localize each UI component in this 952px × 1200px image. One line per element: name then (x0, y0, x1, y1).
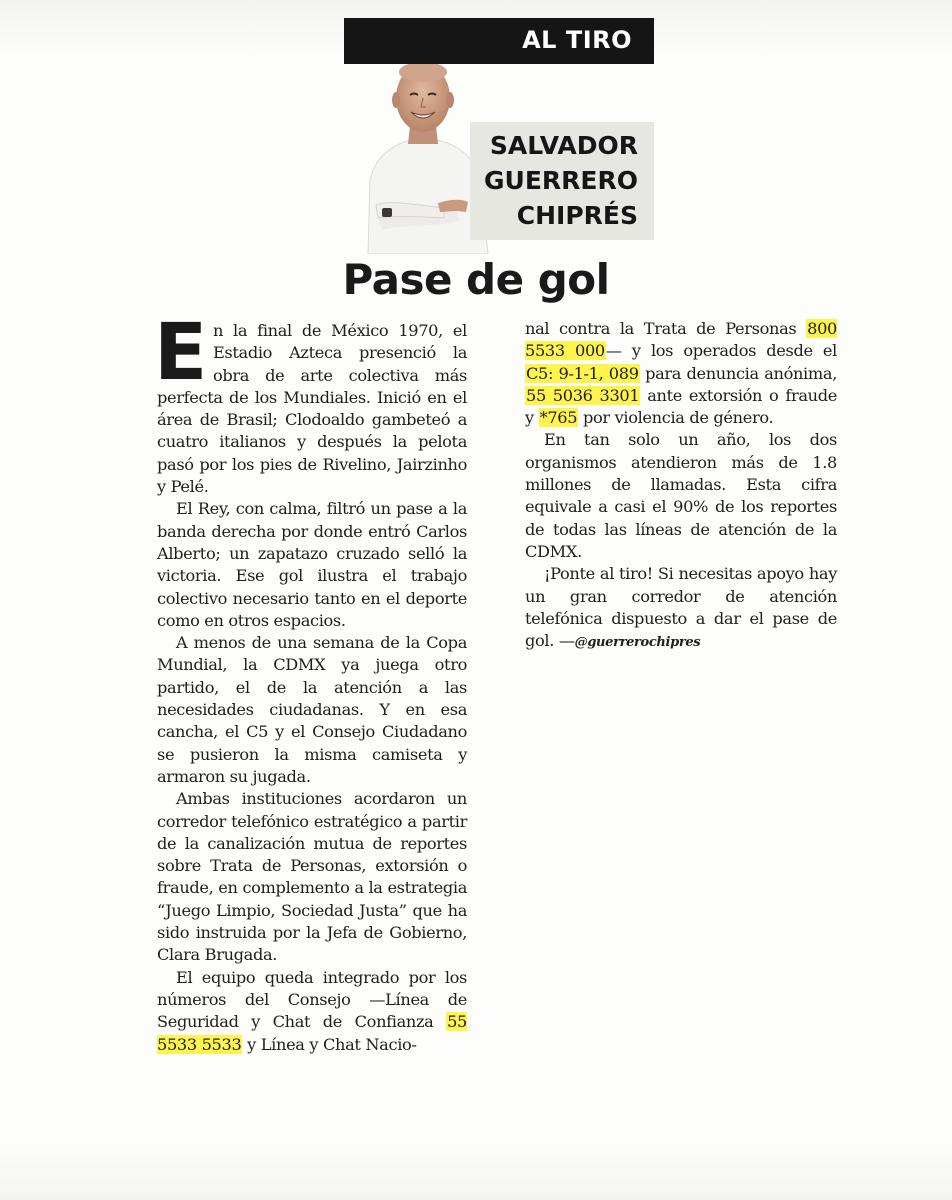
paragraph-6-text-b: — y los operados desde el (605, 341, 837, 361)
phone-trata: 800 5533 000 (525, 319, 837, 361)
phone-violencia: *765 (539, 408, 578, 428)
phone-extorsion: 55 5036 3301 (526, 385, 640, 405)
paragraph-7: En tan solo un año, los dos organismos atendieron más de 1.8 millones de llamadas. Esta cifra equivale a casi el 90% de los reportes de todas las líneas de atención de la CDMX. (525, 430, 837, 561)
paragraph-2: El Rey, con calma, filtró un pase a la banda derecha por donde entró Carlos Alberto; un zapatazo cruzado selló la victoria. Ese gol ilustra el trabajo colectivo necesario tanto en el deporte como en otros espacios. (157, 499, 467, 630)
section-header-bar (344, 18, 654, 64)
paragraph-6-text-a: nal contra la Trata de Personas (525, 319, 807, 338)
paragraph-6-text-e: por violencia de género. (578, 408, 774, 428)
paragraph-8-text: ¡Ponte al tiro! Si necesitas apoyo hay un gran corredor de atención telefónica dispuesto a dar el pase de gol. — (525, 564, 837, 651)
paragraph-5 (157, 967, 467, 1056)
paragraph-5-text-a: El equipo queda integrado por los números del Consejo —Línea de Seguridad y Chat de Confianza (157, 967, 467, 1032)
paragraph-6-text-d: ante extorsión o fraude y (525, 385, 837, 428)
section-label: AL TIRO (522, 26, 632, 54)
article-headline: Pase de gol (342, 255, 610, 304)
paragraph-8 (525, 563, 837, 654)
phone-c5: C5: 9-1-1, 089 (526, 363, 639, 383)
author-name (484, 128, 638, 233)
paragraph-6-text-c: para denuncia anónima, (639, 363, 837, 383)
author-handle: @guerrerochipres (574, 635, 701, 651)
paragraph-4: Ambas instituciones acordaron un corredor telefónico estratégico a partir de la canalización mutua de reportes sobre Trata de Personas, extorsión o fraude, en complemento a la estrategia “Juego Limpio, Sociedad Justa” que ha sido instruida por la Jefa de Gobierno, Clara Brugada. (157, 789, 467, 965)
paragraph-5-text-b: y Línea y Chat Nacio- (242, 1034, 417, 1054)
article-column-1 (154, 308, 467, 1056)
author-name-line-2: GUERRERO (484, 166, 638, 195)
paragraph-1 (154, 308, 467, 498)
phone-consejo: 55 5533 5533 (157, 1012, 467, 1054)
drop-cap: E (154, 308, 207, 398)
paragraph-1-text: n la final de México 1970, el Estadio Azteca presenció la obra de arte colectiva más perfecta de los Mundiales. Inició en el área de Brasil; Clodoaldo gambeteó a cuatro italianos y después la pelota pasó por los pies de Rivelino, Jairzinho y Pelé. (157, 321, 467, 497)
author-name-line-1: SALVADOR (489, 131, 638, 160)
author-name-box (470, 122, 654, 240)
paragraph-3: A menos de una semana de la Copa Mundial, la CDMX ya juega otro partido, el de la atención a las necesidades ciudadanas. Y en esa cancha, el C5 y el Consejo Ciudadano se pusieron la misma camiseta y armaron su jugada. (157, 633, 467, 786)
paragraph-6 (525, 318, 837, 429)
article-column-2 (525, 318, 837, 654)
author-name-line-3: CHIPRÉS (516, 201, 638, 230)
